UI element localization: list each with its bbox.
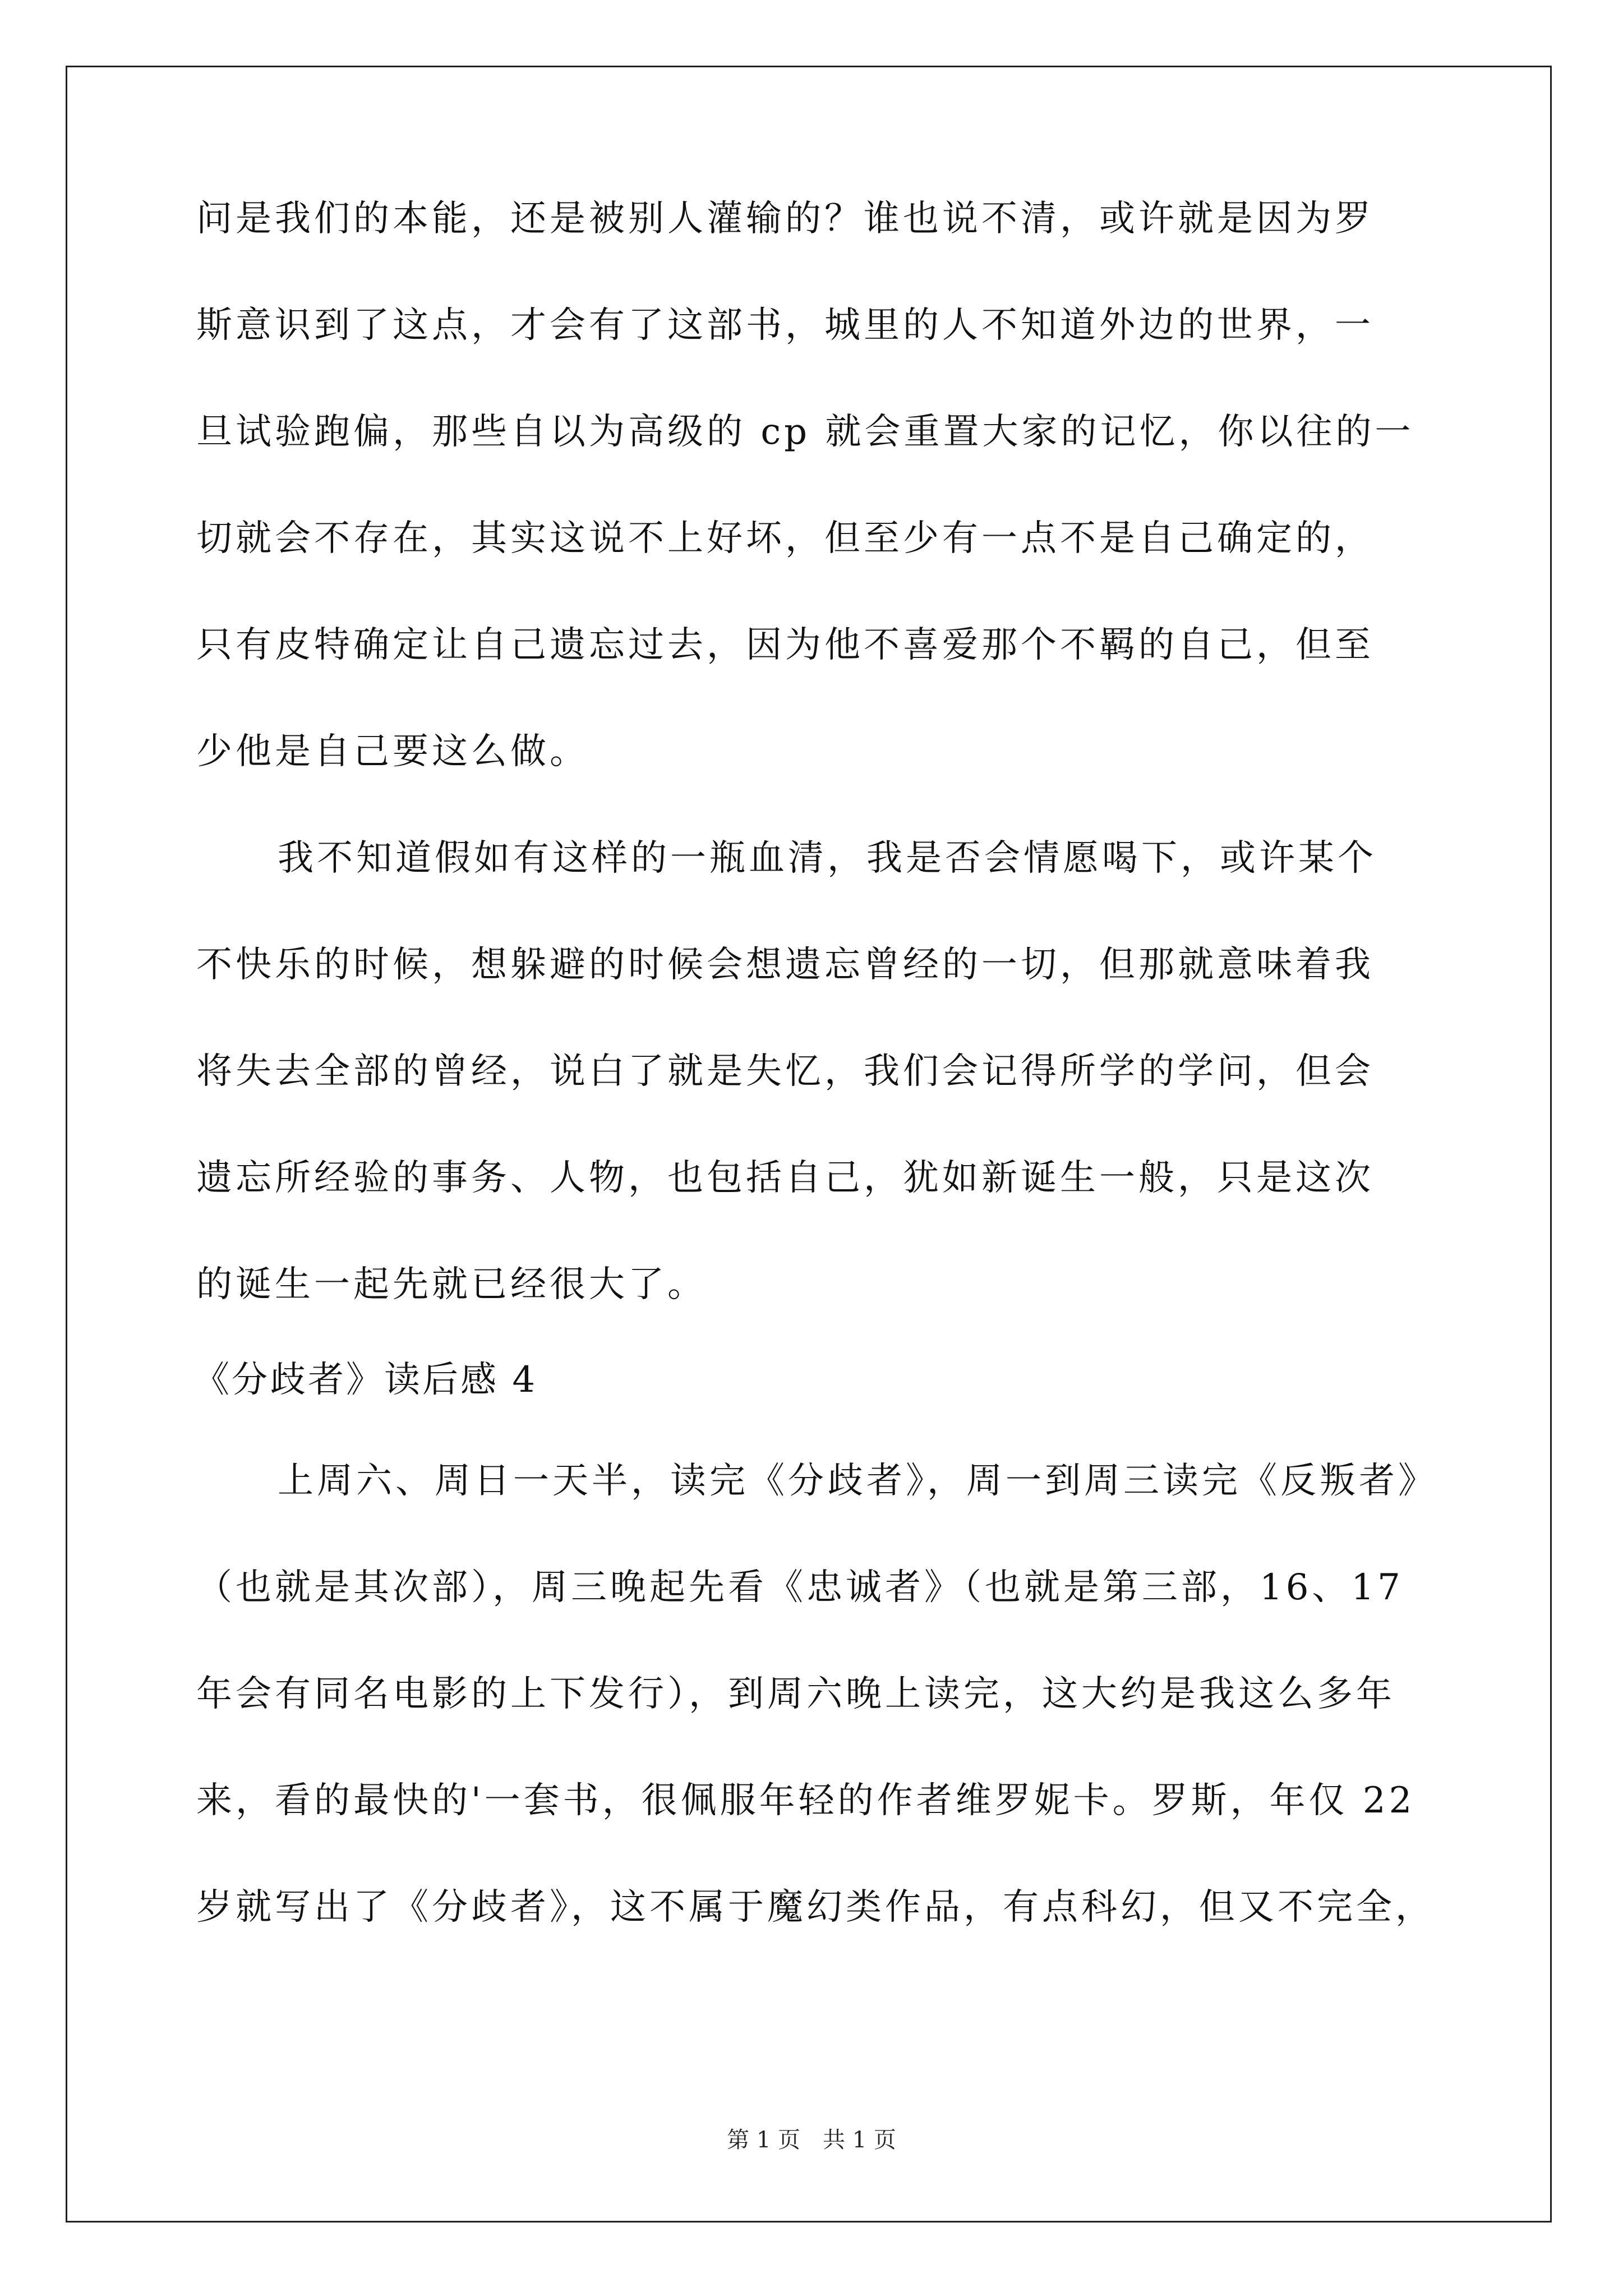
paragraph-3-line-1: 上周六、周日一天半，读完《分歧者》，周一到周三读完《反叛者》: [278, 1460, 1437, 1502]
paragraph-2-line-5: 的诞生一起先就已经很大了。: [196, 1264, 707, 1305]
section-heading: 《分歧者》读后感 4: [193, 1359, 538, 1401]
paragraph-3-line-4: 来，看的最快的'一套书，很佩服年轻的作者维罗妮卡。罗斯，年仅 22: [196, 1780, 1415, 1821]
paragraph-2-line-1: 我不知道假如有这样的一瓶血清，我是否会情愿喝下，或许某个: [278, 838, 1377, 879]
paragraph-1-line-2: 斯意识到了这点，才会有了这部书，城里的人不知道外边的世界，一: [196, 305, 1374, 346]
paragraph-3-line-5: 岁就写出了《分歧者》，这不属于魔幻类作品，有点科幻，但又不完全，: [196, 1887, 1435, 1928]
paragraph-2-line-3: 将失去全部的曾经，说白了就是失忆，我们会记得所学的学问，但会: [196, 1051, 1374, 1092]
paragraph-2-line-4: 遗忘所经验的事务、人物，也包括自己，犹如新诞生一般，只是这次: [196, 1157, 1374, 1199]
paragraph-3-line-2: （也就是其次部），周三晚起先看《忠诚者》（也就是第三部，16、17: [196, 1567, 1404, 1608]
paragraph-1-line-1: 问是我们的本能，还是被别人灌输的？谁也说不清，或许就是因为罗: [196, 198, 1374, 240]
page-footer: 第 1 页 共 1 页: [727, 2127, 896, 2153]
paragraph-1-line-5: 只有皮特确定让自己遗忘过去，因为他不喜爱那个不羁的自己，但至: [196, 624, 1374, 666]
paragraph-3-line-3: 年会有同名电影的上下发行），到周六晚上读完，这大约是我这么多年: [196, 1673, 1395, 1715]
paragraph-2-line-2: 不快乐的时候，想躲避的时候会想遗忘曾经的一切，但那就意味着我: [196, 944, 1374, 986]
paragraph-1-line-4: 切就会不存在，其实这说不上好坏，但至少有一点不是自己确定的，: [196, 518, 1374, 559]
paragraph-1-line-3: 旦试验跑偏，那些自以为高级的 cp 就会重置大家的记忆，你以往的一: [196, 411, 1414, 453]
paragraph-1-line-6: 少他是自己要这么做。: [196, 731, 589, 772]
